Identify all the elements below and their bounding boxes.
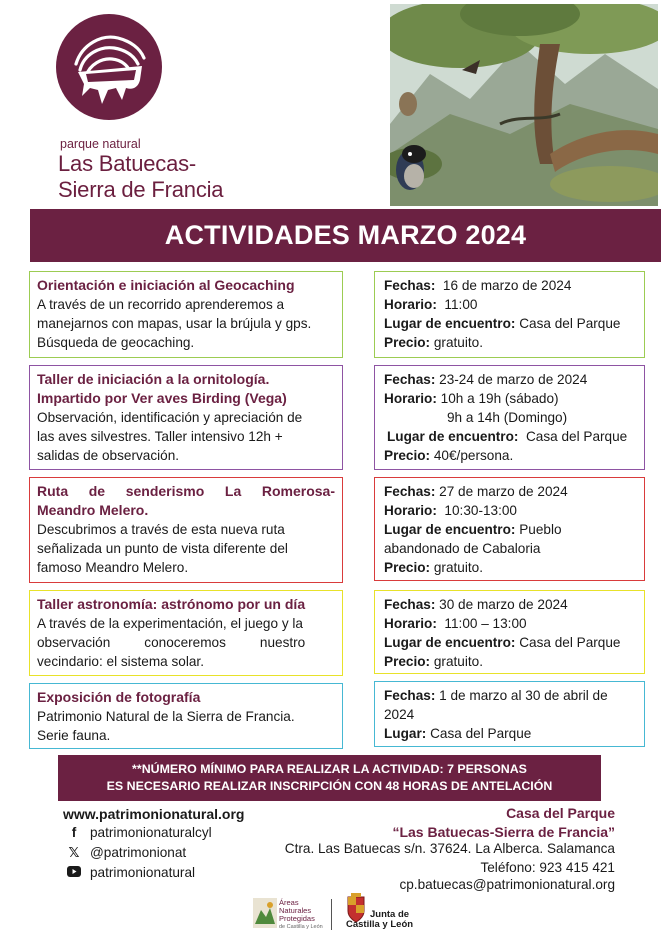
park-name-line-2: Sierra de Francia xyxy=(58,177,224,202)
facebook-icon: f xyxy=(71,825,77,840)
youtube-link[interactable] xyxy=(66,865,195,880)
activity-desc-line: Observación, identificación y apreciación de xyxy=(37,410,303,425)
activity-description-geocaching xyxy=(29,271,343,358)
activity-desc-line: manejarnos con mapas, usar la brújula y gps. xyxy=(37,316,312,331)
price-row: Precio: gratuito. xyxy=(384,335,483,350)
address: Ctra. Las Batuecas s/n. 37624. La Alberca. Salamanca xyxy=(284,841,615,856)
activity-title: Taller astronomía: astrónomo por un día xyxy=(37,596,306,612)
date-row: Fechas: 30 de marzo de 2024 xyxy=(384,597,568,612)
park-name-line-1: Las Batuecas- xyxy=(58,151,197,176)
activity-desc-line: famoso Meandro Melero. xyxy=(37,560,189,575)
youtube-icon xyxy=(66,865,82,880)
x-icon: 𝕏 xyxy=(68,845,80,860)
visitor-center-name: “Las Batuecas-Sierra de Francia” xyxy=(392,824,615,840)
x-link[interactable] xyxy=(66,845,186,861)
date-row: Fechas: 1 de marzo al 30 de abril de xyxy=(384,688,608,703)
price-row: Precio: gratuito. xyxy=(384,654,483,669)
registration-note: ES NECESARIO REALIZAR INSCRIPCIÓN CON 48 HORAS DE ANTELACIÓN xyxy=(106,779,553,793)
meeting-point-row-extra: abandonado de Cabaloria xyxy=(384,541,541,556)
areas-protegidas-logo-text: Áreas Naturales Protegidas de Castilla y León xyxy=(279,898,323,930)
facebook-handle: patrimonionaturalcyl xyxy=(90,825,212,840)
place-row: Lugar: Casa del Parque xyxy=(384,726,532,741)
meeting-point-row: Lugar de encuentro: Casa del Parque xyxy=(384,316,621,331)
activity-title: Exposición de fotografía xyxy=(37,689,201,705)
activity-desc-line: Serie fauna. xyxy=(37,728,111,743)
date-row: Fechas: 23-24 de marzo de 2024 xyxy=(384,372,588,387)
activity-details-ornithology xyxy=(374,365,645,470)
activity-description-hiking xyxy=(29,477,343,583)
activity-details-photography xyxy=(374,681,645,747)
junta-logo-text: Junta de Castilla y León xyxy=(346,909,414,930)
requirements-band xyxy=(58,755,601,801)
email-link[interactable]: cp.batuecas@patrimonionatural.org xyxy=(399,877,615,892)
time-row: Horario: 10:30-13:00 xyxy=(384,503,517,518)
activity-desc-line: las aves silvestres. Taller intensivo 12h + xyxy=(37,429,283,444)
nature-illustration xyxy=(390,4,658,206)
meeting-point-row: Lugar de encuentro: Pueblo xyxy=(384,522,562,537)
activity-title: Impartido por Ver aves Birding (Vega) xyxy=(37,390,287,406)
areas-protegidas-logo-icon xyxy=(253,898,277,928)
activity-title: Meandro Melero. xyxy=(37,502,149,518)
footer-divider xyxy=(331,899,332,930)
activity-desc-line: señalizada un punto de vista diferente del xyxy=(37,541,288,556)
activity-title: Taller de iniciación a la ornitología. xyxy=(37,371,270,387)
activity-desc-line: Búsqueda de geocaching. xyxy=(37,335,195,350)
page-title: ACTIVIDADES MARZO 2024 xyxy=(164,220,527,250)
activity-desc-line: Descubrimos a través de esta nueva ruta xyxy=(37,522,285,537)
activity-desc-line: observación conoceremos nuestro xyxy=(37,635,306,650)
price-row: Precio: gratuito. xyxy=(384,560,483,575)
time-row: Horario: 11:00 xyxy=(384,297,478,312)
visitor-center-title: Casa del Parque xyxy=(506,805,615,821)
park-name xyxy=(58,151,223,203)
activity-details-hiking xyxy=(374,477,645,581)
facebook-link[interactable] xyxy=(66,825,212,840)
date-row: Fechas: 27 de marzo de 2024 xyxy=(384,484,568,499)
park-prefix: parque natural xyxy=(60,137,141,151)
activity-desc-line: A través de un recorrido aprenderemos a xyxy=(37,297,285,312)
meeting-point-row: Lugar de encuentro: Casa del Parque xyxy=(387,429,628,444)
activity-desc-line: salidas de observación. xyxy=(37,448,180,463)
youtube-handle: patrimonionatural xyxy=(90,865,196,880)
x-handle: @patrimonionat xyxy=(90,845,187,860)
website-link[interactable]: www.patrimonionatural.org xyxy=(63,806,245,822)
meeting-point-row: Lugar de encuentro: Casa del Parque xyxy=(384,635,621,650)
activity-desc-line: vecindario: el sistema solar. xyxy=(37,654,204,669)
activity-details-astronomy xyxy=(374,590,645,674)
phone: Teléfono: 923 415 421 xyxy=(480,860,615,875)
time-row: Horario: 10h a 19h (sábado) xyxy=(384,391,559,406)
date-row: Fechas: 16 de marzo de 2024 xyxy=(384,278,572,293)
time-row: Horario: 11:00 – 13:00 xyxy=(384,616,527,631)
activity-description-ornithology xyxy=(29,365,343,470)
price-row: Precio: 40€/persona. xyxy=(384,448,514,463)
activity-desc-line: Patrimonio Natural de la Sierra de Francia. xyxy=(37,709,295,724)
activity-description-astronomy xyxy=(29,590,343,676)
activity-desc-line: A través de la experimentación, el juego y la xyxy=(37,616,303,631)
minimum-participants-note: **NÚMERO MÍNIMO PARA REALIZAR LA ACTIVIDAD: 7 PERSONAS xyxy=(132,762,527,776)
activity-title: Ruta de senderismo La Romerosa- xyxy=(37,483,335,499)
time-row-extra: 9h a 14h (Domingo) xyxy=(447,410,568,425)
activity-description-photography xyxy=(29,683,343,749)
activity-details-geocaching xyxy=(374,271,645,358)
park-logo xyxy=(56,14,162,120)
activity-title: Orientación e iniciación al Geocaching xyxy=(37,277,295,293)
date-row-extra: 2024 xyxy=(384,707,415,722)
